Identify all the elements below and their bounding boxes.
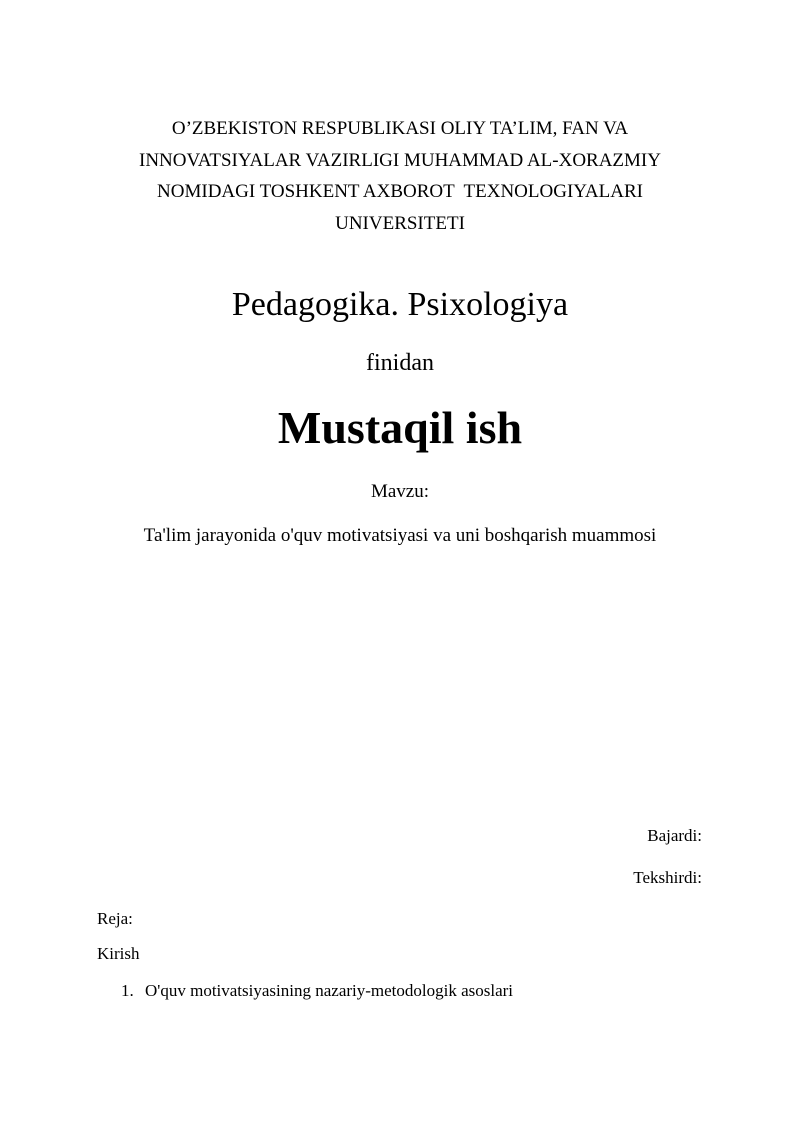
plan-item-number: 1. [121,981,134,1000]
plan-heading: Reja: [97,909,133,928]
institution-line-4: UNIVERSITETI [335,212,465,234]
performed-by-label: Bajardi: [647,826,702,845]
institution-name [80,113,720,239]
topic-text: Ta'lim jarayonida o'quv motivatsiyasi va uni boshqarish muammosi [143,525,657,546]
subject-title: Pedagogika. Psixologiya [231,286,569,323]
plan-item [121,979,513,1003]
institution-line-1: O’ZBEKISTON RESPUBLIKASI OLIY TA’LIM, FAN VA [171,118,629,139]
document-type-title: Mustaqil ish [277,402,523,453]
plan-item-text: O'quv motivatsiyasining nazariy-metodologik asoslari [145,981,514,1000]
institution-line-2: INNOVATSIYALAR VAZIRLIGI MUHAMMAD AL-XORAZMIY [139,149,661,171]
plan-intro: Kirish [97,944,140,963]
topic-label: Mavzu: [370,481,430,502]
subject-suffix: finidan [366,350,434,376]
checked-by-label: Tekshirdi: [633,868,702,887]
institution-line-3: NOMIDAGI TOSHKENT AXBOROT TEXNOLOGIYALARI [157,181,643,202]
